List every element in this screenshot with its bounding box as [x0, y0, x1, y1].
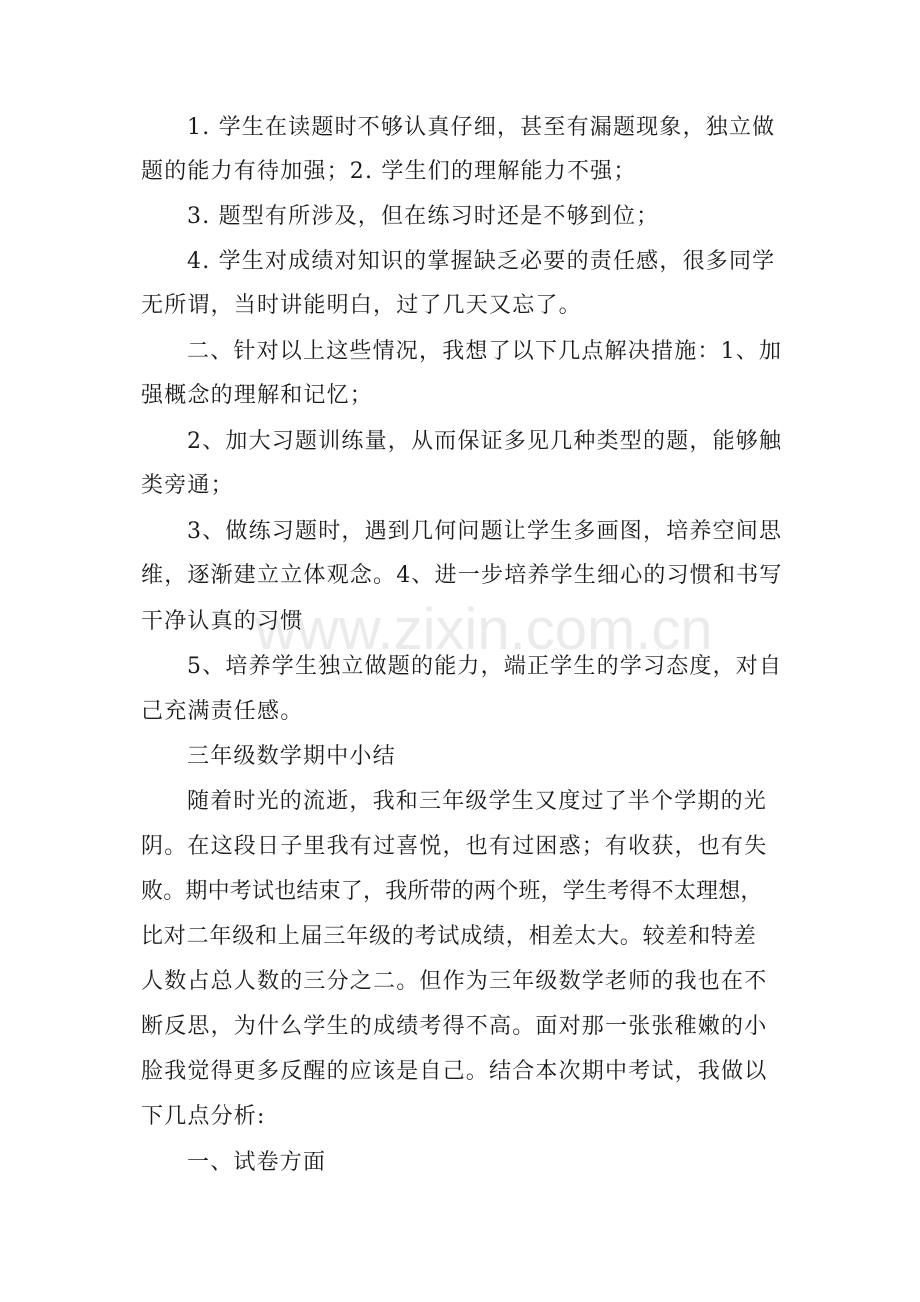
- section-heading: 一、试卷方面: [187, 1150, 327, 1175]
- watermark-text: www.zixin.com.cn: [255, 597, 713, 662]
- text-line: 3、做练习题时，遇到几何问题让学生多画图，培养空间思: [187, 519, 783, 544]
- text-line: 下几点分析:: [141, 1104, 266, 1129]
- text-line: 己充满责任感。: [141, 699, 304, 724]
- text-line: 阴。在这段日子里我有过喜悦，也有过困惑；有收获，也有失: [141, 834, 768, 859]
- text-line: 维，逐渐建立立体观念。4、进一步培养学生细心的习惯和书写: [141, 563, 783, 588]
- text-line: 强概念的理解和记忆；: [141, 383, 374, 408]
- text-line: 二、针对以上这些情况，我想了以下几点解决措施：1、加: [187, 339, 783, 364]
- text-line: 断反思，为什么学生的成绩考得不高。面对那一张张稚嫩的小: [141, 1014, 768, 1039]
- text-line: 随着时光的流逝，我和三年级学生又度过了半个学期的光: [187, 789, 768, 814]
- text-line: 1. 学生在读题时不够认真仔细，甚至有漏题现象，独立做: [187, 115, 776, 140]
- text-line: 干净认真的习惯: [141, 609, 304, 634]
- text-line: 脸我觉得更多反醒的应该是自己。结合本次期中考试，我做以: [141, 1059, 768, 1084]
- text-line: 比对二年级和上届三年级的考试成绩，相差太大。较差和特差: [141, 924, 757, 949]
- text-line: 败。期中考试也结束了，我所带的两个班，学生考得不太理想，: [141, 879, 763, 904]
- text-line: 题的能力有待加强；2. 学生们的理解能力不强；: [141, 159, 637, 184]
- text-line: 类旁通；: [141, 473, 234, 498]
- text-line: 无所谓，当时讲能明白，过了几天又忘了。: [141, 293, 582, 318]
- section-heading: 三年级数学期中小结: [187, 744, 396, 769]
- text-line: 3. 题型有所涉及，但在练习时还是不够到位；: [187, 204, 660, 229]
- text-line: 5、培养学生独立做题的能力，端正学生的学习态度，对自: [187, 654, 783, 679]
- text-line: 人数占总人数的三分之二。但作为三年级数学老师的我也在不: [141, 969, 768, 994]
- text-line: 2、加大习题训练量，从而保证多见几种类型的题，能够触: [187, 429, 783, 454]
- text-line: 4. 学生对成绩对知识的掌握缺乏必要的责任感，很多同学: [187, 249, 776, 274]
